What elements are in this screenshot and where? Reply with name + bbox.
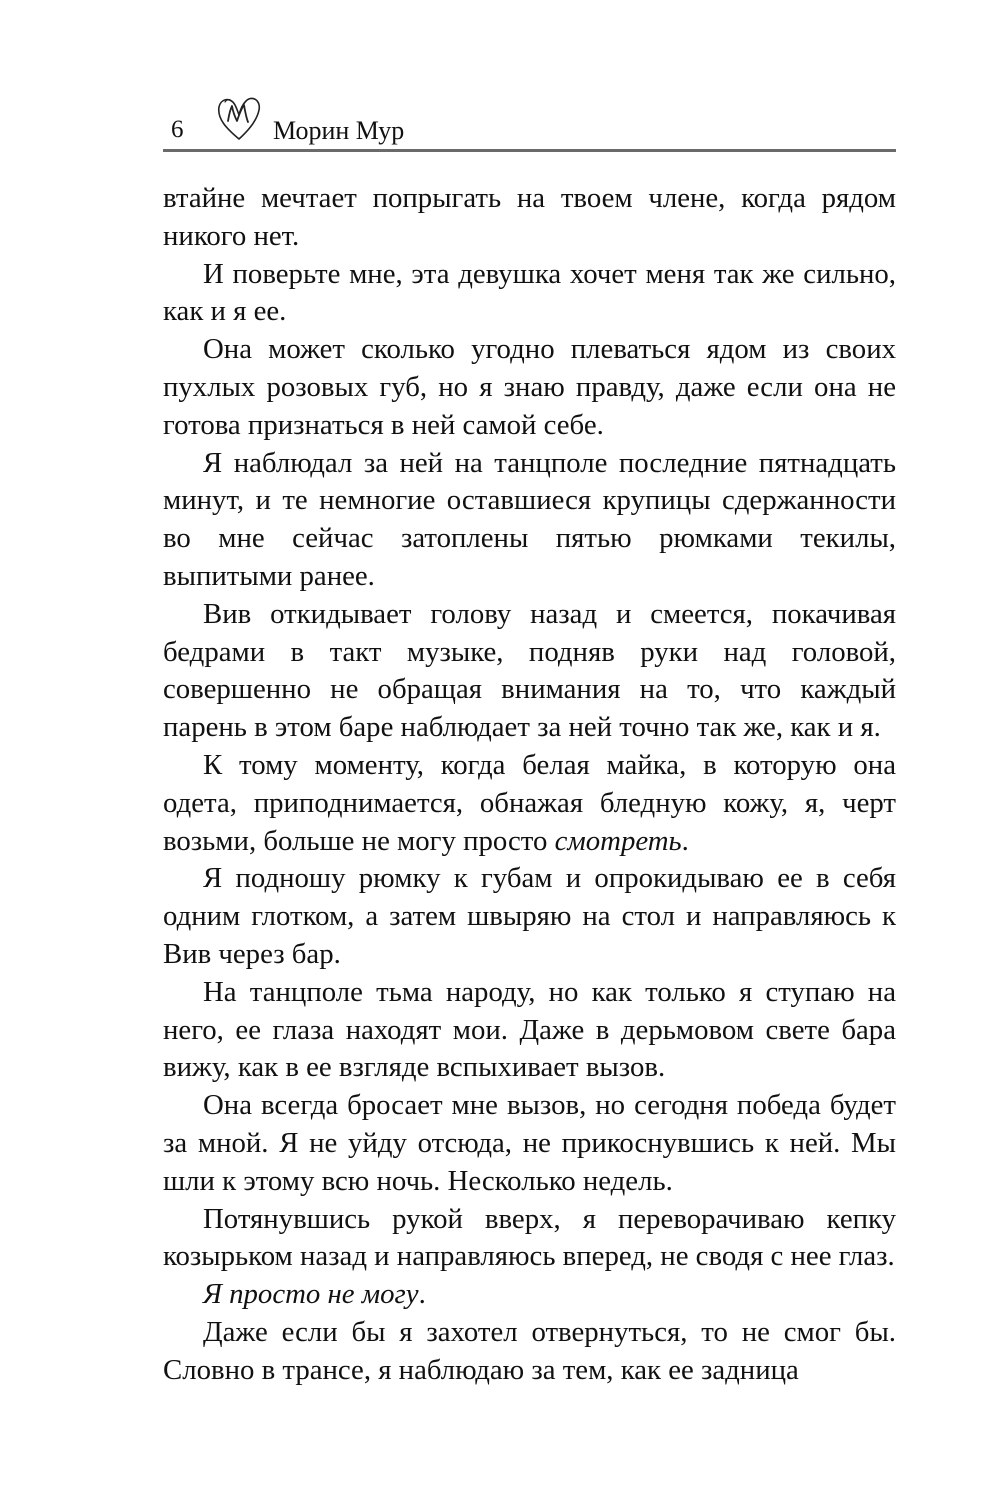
- paragraph: втайне мечтает попрыгать на твоем члене, когда рядом никого нет.: [163, 182, 896, 252]
- paragraph: Я наблюдал за ней на танцполе последние пятнадцать минут, и те немногие оставшиеся крупицы сдержанности во мне сейчас затоплены пятью рюмками текилы, выпитыми ранее.: [163, 446, 896, 592]
- paragraph: На танцполе тьма народу, но как только я ступаю на него, ее глаза находят мои. Даже в дерьмовом свете бара вижу, как в ее взгляде вспыхивает вызов.: [163, 975, 896, 1084]
- body-text: [163, 180, 896, 1390]
- header-rule: [163, 149, 896, 152]
- paragraph: Я подношу рюмку к губам и опрокидываю ее в себя одним глотком, а затем швыряю на стол и направляюсь к Вив через бар.: [163, 862, 896, 970]
- paragraph: Потянувшись рукой вверх, я переворачиваю кепку козырьком назад и направляюсь вперед, не сводя с нее глаз.: [163, 1202, 896, 1273]
- paragraph: И поверьте мне, эта девушка хочет меня так же сильно, как и я ее.: [163, 257, 896, 328]
- heart-monogram-icon: [213, 93, 265, 143]
- italic-emphasis: смотреть: [554, 824, 682, 857]
- italic-emphasis: Я просто не могу: [203, 1278, 419, 1311]
- author-name: Морин Мур: [273, 116, 405, 145]
- paragraph: Я просто не могу.: [203, 1278, 426, 1311]
- paragraph: Даже если бы я захотел отвернуться, то не смог бы. Словно в трансе, я наблюдаю за тем, как ее задница: [163, 1315, 896, 1386]
- paragraph: Она может сколько угодно плеваться ядом из своих пухлых розовых губ, но я знаю правду, даже если она не готова признаться в ней самой себе.: [163, 333, 896, 441]
- paragraph: Она всегда бросает мне вызов, но сегодня победа будет за мной. Я не уйду отсюда, не прикоснувшись к ней. Мы шли к этому всю ночь. Несколько недель.: [163, 1089, 896, 1197]
- paragraph: Вив откидывает голову назад и смеется, покачивая бедрами в такт музыке, подняв руки над головой, совершенно не обращая внимания на то, что каждый парень в этом баре наблюдает за ней точно так же, как и я.: [163, 597, 896, 744]
- paragraph: К тому моменту, когда белая майка, в которую она одета, приподнимается, обнажая бледную кожу, я, черт возьми, больше не могу просто смотреть.: [163, 748, 896, 857]
- page-number: 6: [171, 116, 184, 143]
- running-header: [163, 86, 896, 152]
